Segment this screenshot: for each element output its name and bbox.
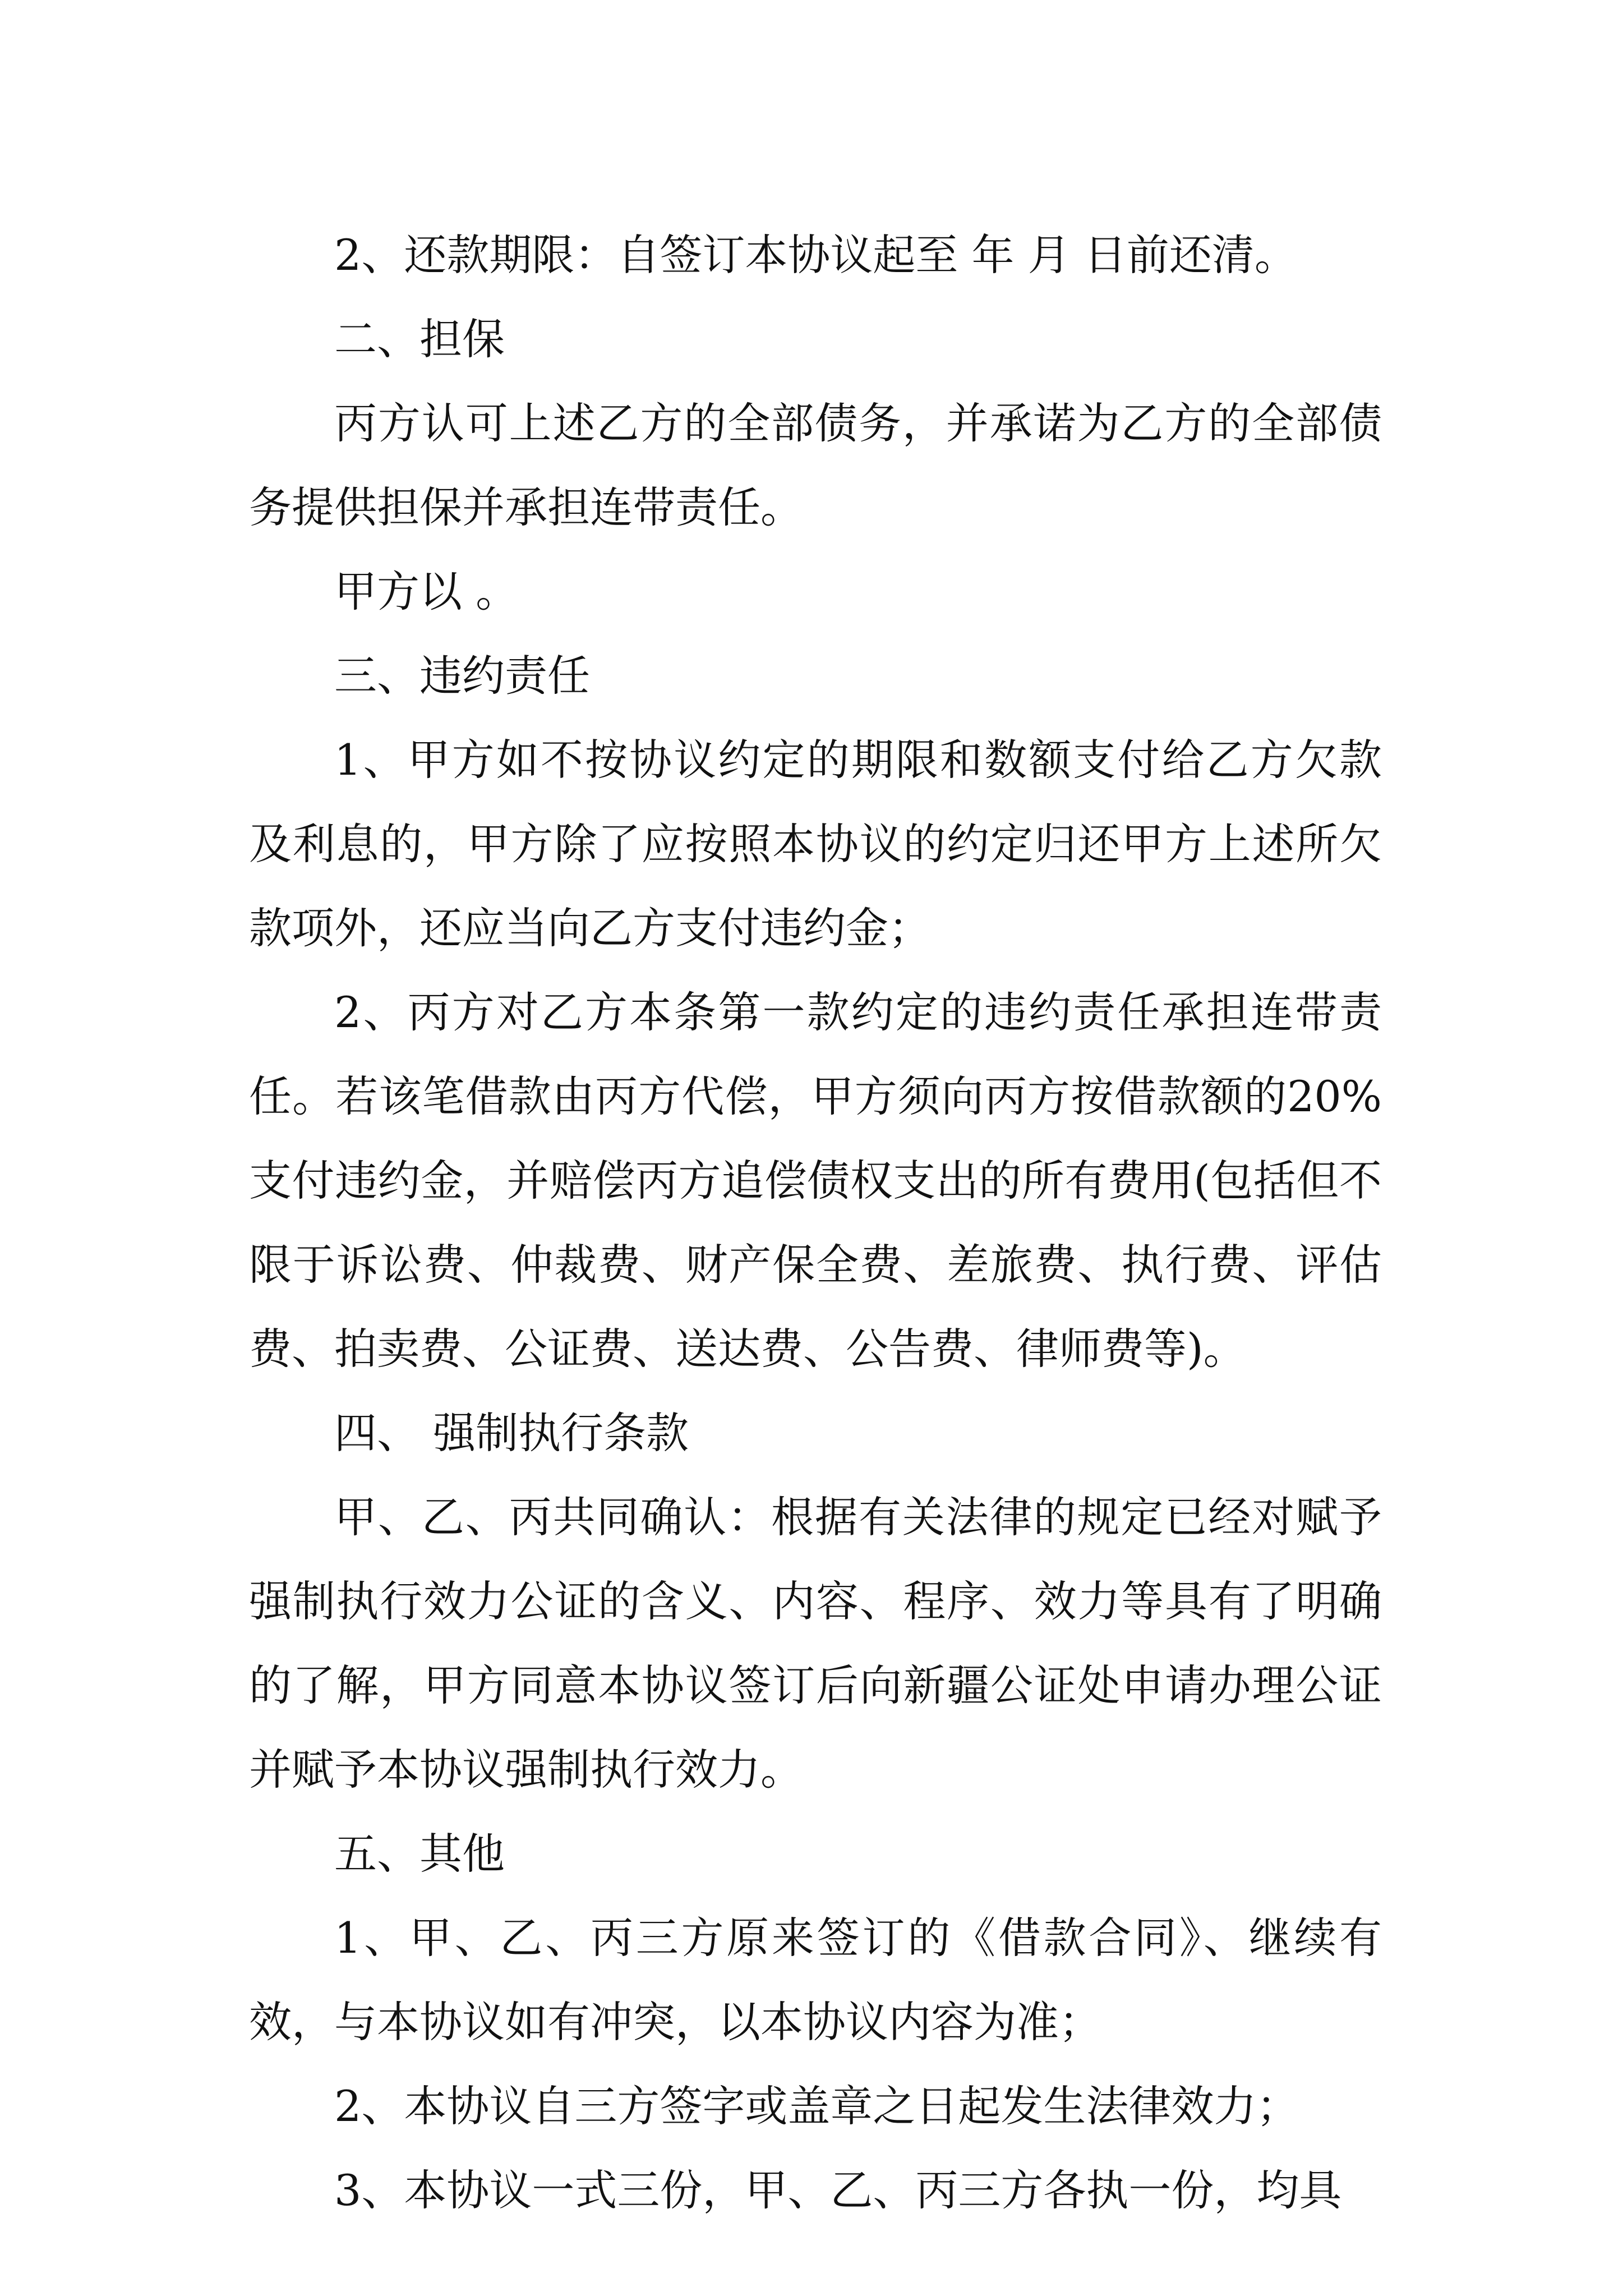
section-heading-guarantee: 二、担保 (334, 314, 505, 364)
paragraph-breach-item-2: 2、丙方对乙方本条第一款约定的违约责任承担连带责任。若该笔借款由丙方代偿，甲方须向丙方按借款额的20%支付违约金，并赔偿丙方追偿债权支出的所有费用(包括但不限于诉讼费、仲裁费、财产保全费、差旅费、执行费、评估费、拍卖费、公证费、送达费、公告费、律师费等)。 (249, 987, 1382, 1374)
paragraph-other-item-1: 1、甲、乙、丙三方原来签订的《借款合同》、继续有效，与本协议如有冲突，以本协议内容为准； (249, 1913, 1382, 2047)
section-heading-other: 五、其他 (334, 1829, 505, 1879)
section-heading-enforcement: 四、 强制执行条款 (334, 1408, 689, 1458)
paragraph-guarantee-commitment: 丙方认可上述乙方的全部债务，并承诺为乙方的全部债务提供担保并承担连带责任。 (249, 398, 1382, 532)
paragraph-other-item-2: 2、本协议自三方签字或盖章之日起发生法律效力； (334, 2081, 1299, 2131)
paragraph-enforcement-clause: 甲、乙、丙共同确认：根据有关法律的规定已经对赋予强制执行效力公证的含义、内容、程序、效力等具有了明确的了解，甲方同意本协议签订后向新疆公证处申请办理公证并赋予本协议强制执行效力。 (249, 1492, 1382, 1795)
section-heading-breach-liability: 三、违约责任 (334, 651, 590, 701)
paragraph-party-a-pledge: 甲方以 。 (334, 567, 519, 616)
document-body (249, 213, 1382, 2233)
paragraph-breach-item-1: 1、甲方如不按协议约定的期限和数额支付给乙方欠款及利息的，甲方除了应按照本协议的约定归还甲方上述所欠款项外，还应当向乙方支付违约金； (249, 735, 1382, 953)
paragraph-other-item-3: 3、本协议一式三份，甲、乙、丙三方各执一份，均具 (334, 2165, 1342, 2215)
paragraph-repayment-term: 2、还款期限：自签订本协议起至 年 月 日前还清。 (334, 230, 1297, 280)
